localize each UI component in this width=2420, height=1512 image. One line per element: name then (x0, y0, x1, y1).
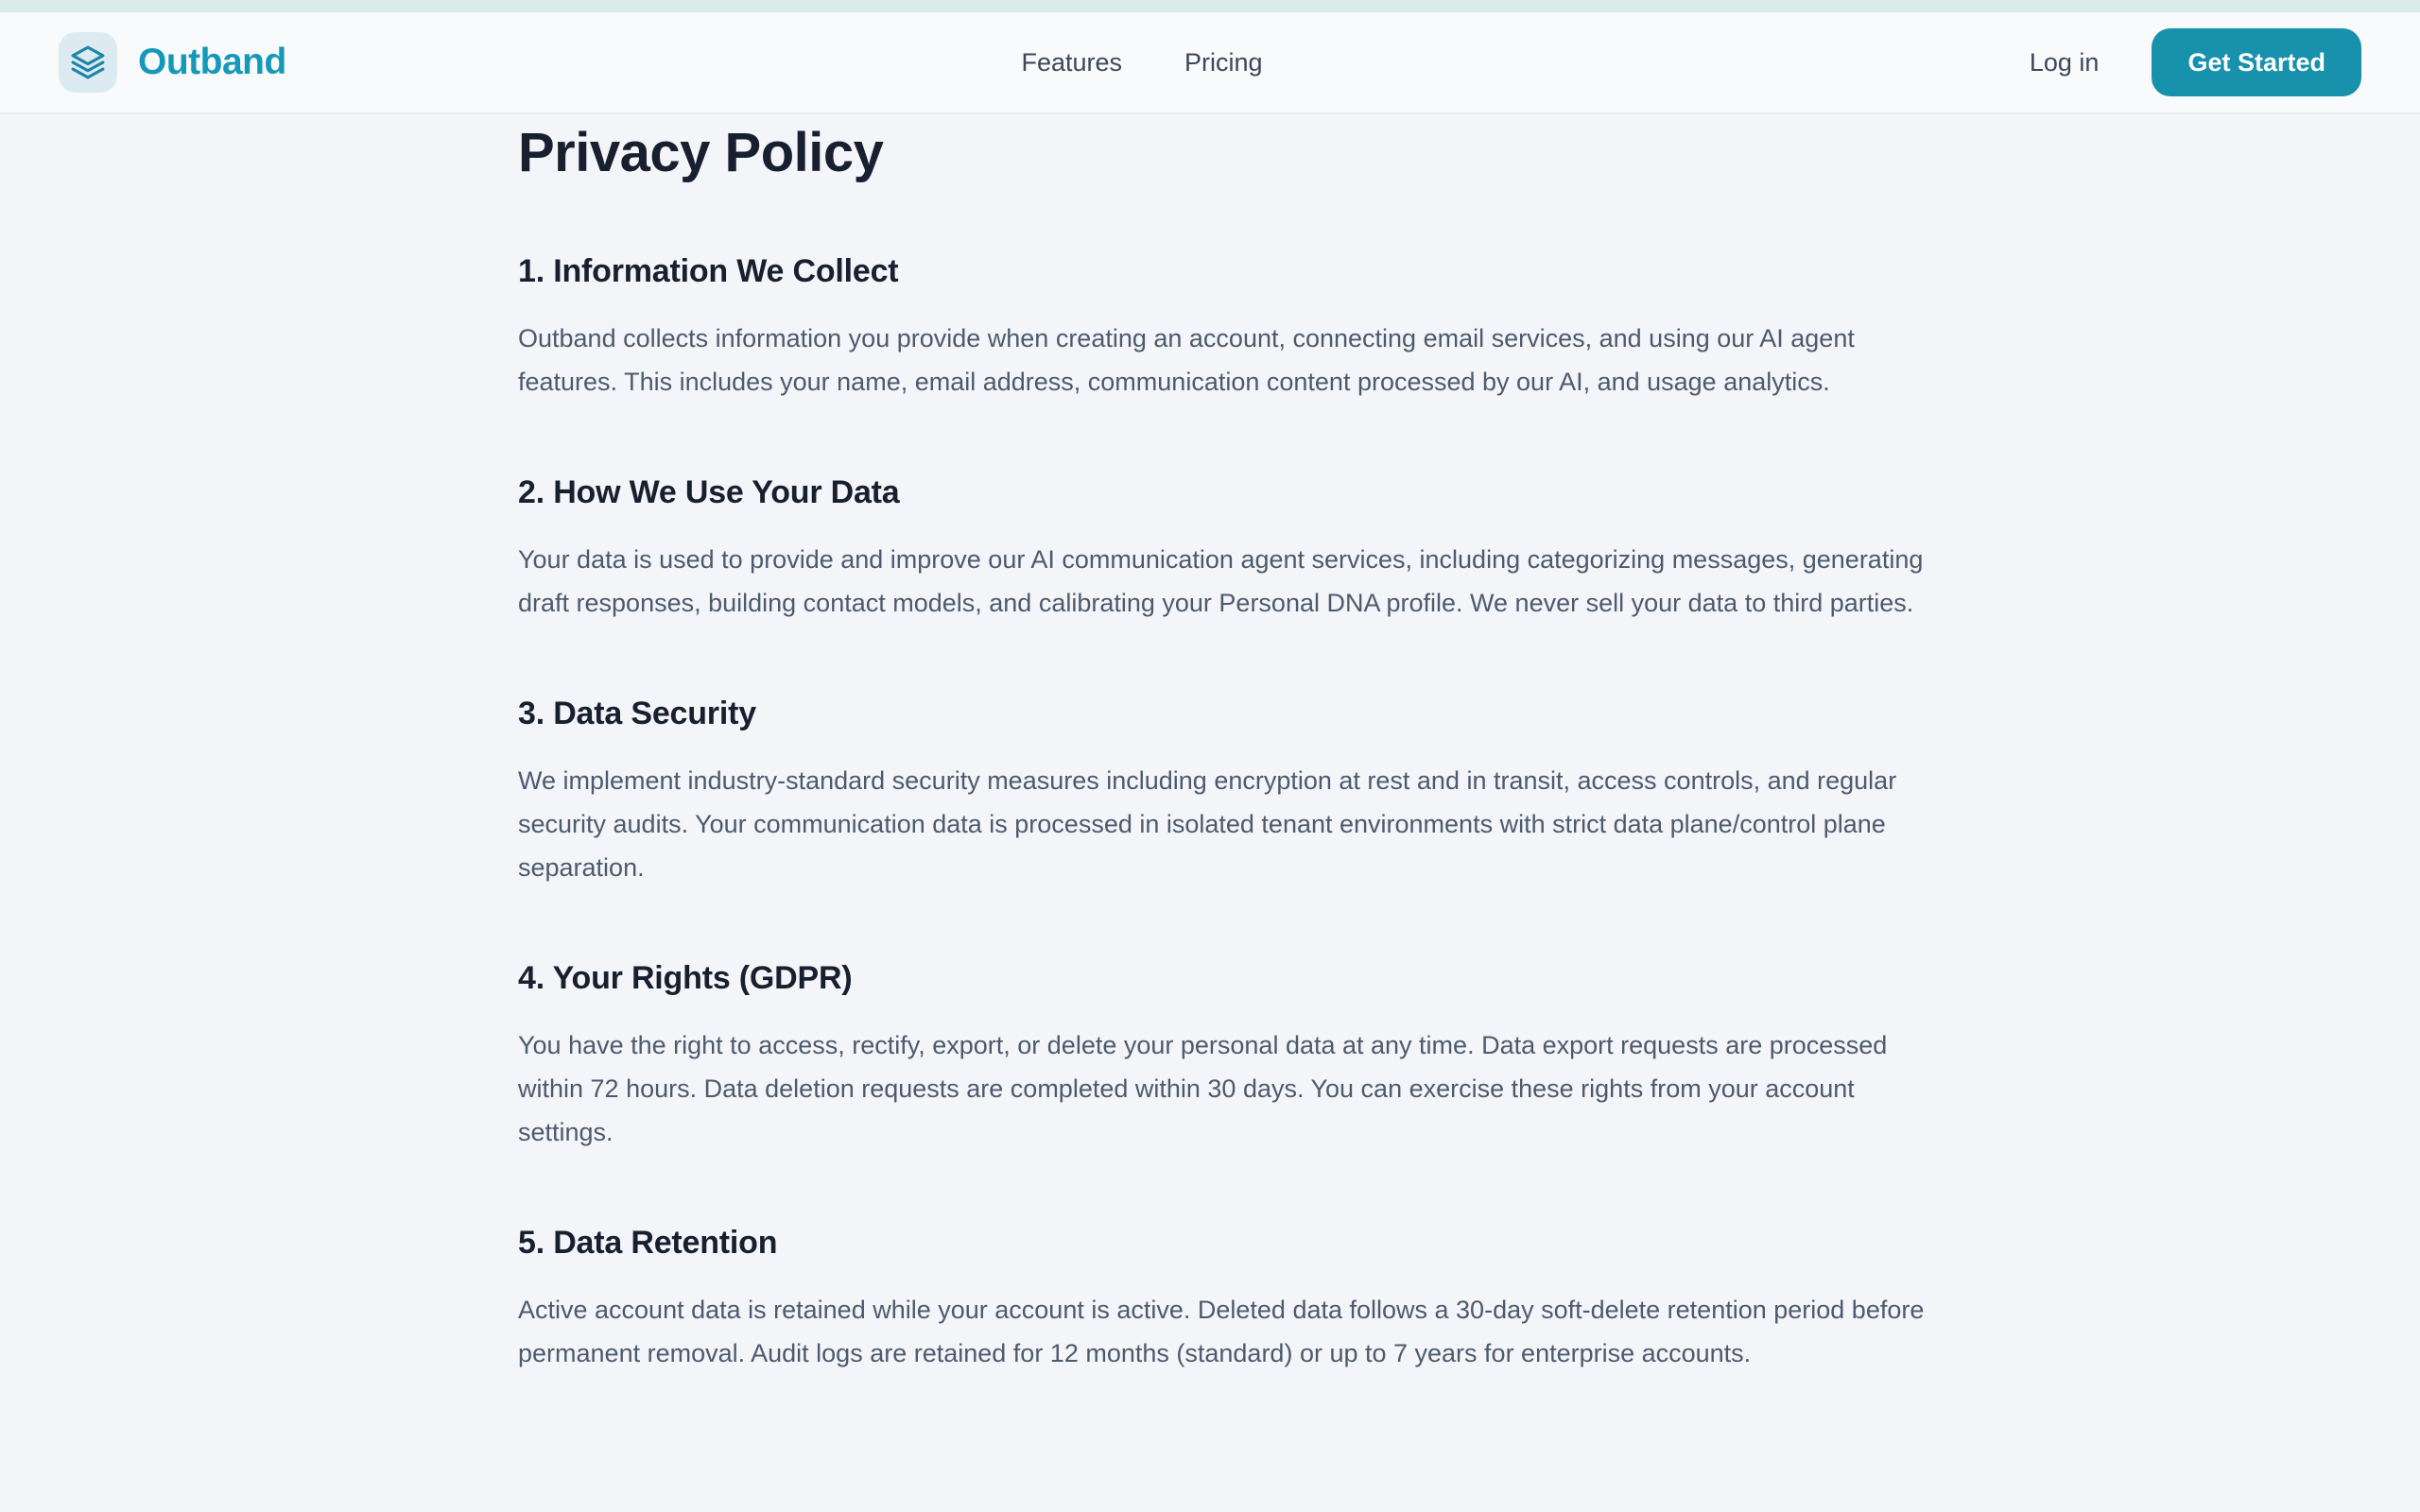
main-nav (1021, 12, 1262, 112)
section-heading: 4. Your Rights (GDPR) (518, 960, 853, 996)
section-heading: 3. Data Security (518, 696, 756, 731)
login-link[interactable]: Log in (2029, 47, 2100, 77)
layers-icon (70, 44, 106, 80)
section-heading: 1. Information We Collect (518, 253, 899, 289)
section-data-retention (518, 1224, 1928, 1375)
section-how-we-use-your-data (518, 473, 1928, 625)
get-started-button[interactable]: Get Started (2152, 28, 2361, 96)
nav-link-features[interactable]: Features (1021, 47, 1123, 77)
section-body: Active account data is retained while your account is active. Deleted data follows a 30-day soft-delete retention period before permanent removal. Audit logs are retained for 12 months (standard) or up to 7 years for enterprise accounts. (518, 1296, 1925, 1367)
policy-content (0, 120, 2420, 1375)
section-your-rights-gdpr (518, 959, 1928, 1154)
brand-logo[interactable] (59, 32, 286, 93)
top-accent-strip (0, 0, 2420, 12)
header-actions (2030, 28, 2361, 96)
section-heading: 2. How We Use Your Data (518, 474, 900, 510)
nav-link-pricing[interactable]: Pricing (1184, 47, 1263, 77)
section-body: You have the right to access, rectify, export, or delete your personal data at any time. Data export requests are processed within 72 hours. Data deletion requests are completed within 30 days. You can exercise these rights from your account settings. (518, 1031, 1888, 1146)
brand-logo-badge (59, 32, 117, 93)
section-data-security (518, 695, 1928, 889)
brand-name: Outband (138, 42, 286, 82)
section-information-we-collect (518, 252, 1928, 404)
section-heading: 5. Data Retention (518, 1225, 778, 1261)
section-body: Your data is used to provide and improve our AI communication agent services, including categorizing messages, generating draft responses, building contact models, and calibrating your Personal DNA profile. We never sell your data to third parties. (518, 545, 1924, 617)
site-header (0, 12, 2420, 114)
section-body: We implement industry-standard security measures including encryption at rest and in transit, access controls, and regular security audits. Your communication data is processed in isolated tenant environments with strict data plane/control plane separation. (518, 766, 1897, 882)
page-title: Privacy Policy (518, 122, 884, 183)
section-body: Outband collects information you provide when creating an account, connecting email services, and using our AI agent features. This includes your name, email address, communication content processed by our AI, and usage analytics. (518, 324, 1855, 396)
